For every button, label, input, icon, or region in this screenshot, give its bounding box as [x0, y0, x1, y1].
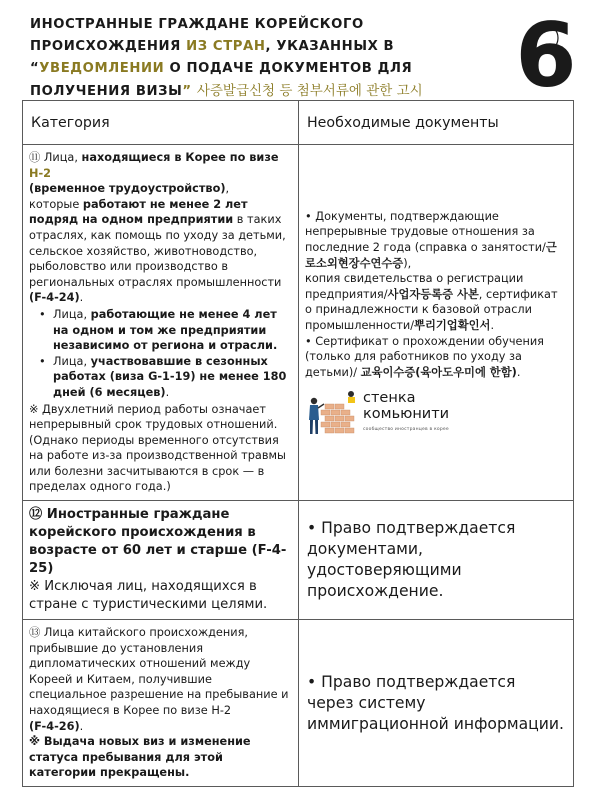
note-text: ※ Выдача новых виз и изменение статуса пребывания для этой категории прекращены. — [29, 735, 251, 780]
logo-tagline: сообщество иностранцев в корее — [363, 426, 449, 432]
list-item — [39, 354, 292, 401]
page-number-badge — [510, 4, 580, 107]
documents-cell — [299, 145, 574, 501]
text: , сертификат о принадлежности к базовой отрасли промышленности/ — [305, 287, 558, 332]
text-bold: находящиеся в Корее по визе — [81, 151, 279, 164]
category-cell — [23, 501, 299, 620]
note-text: ※ Двухлетний период работы означает непрерывный срок трудовых отношений. (Однако периоды временного отсутствия на работе из-за производственной травмы или болезни засчитываются в срок — в пределах одного года.) — [29, 402, 286, 494]
text: , — [225, 182, 230, 196]
text: в таких отраслях, как помощь по уходу за детьми, сельское хозяйство, животноводство, рыболовство или производство в региональных отраслях промышленности — [29, 213, 286, 289]
document-item — [305, 271, 567, 333]
page-header — [30, 14, 500, 103]
text-korean: 교육이수증(육아도우미에 한함) — [360, 365, 517, 379]
stenka-community-logo — [305, 390, 567, 436]
text-korean: 뿌리기업확인서 — [414, 318, 491, 332]
title-part-accent: ИЗ СТРАН — [186, 39, 266, 54]
text: . — [516, 365, 521, 379]
text: копия свидетельства о регистрации предприятия/ — [305, 272, 524, 301]
text-bold: (временное трудоустройство) — [29, 182, 226, 196]
visa-code: Н-2 — [29, 166, 52, 180]
title-part-accent: ” — [182, 84, 197, 99]
column-header-documents: Необходимые документы — [299, 101, 574, 145]
page-number: 6 — [515, 4, 577, 107]
table-header-row — [23, 101, 574, 145]
text: . — [79, 719, 84, 733]
title-part: , УКАЗАННЫХ В “ — [30, 39, 395, 76]
visa-code: (F-4-24) — [29, 291, 80, 305]
documents-table — [22, 100, 574, 787]
column-header-category: Категория — [23, 101, 299, 145]
text: Лица, — [53, 307, 91, 321]
logo-name-line1: стенка — [363, 389, 416, 406]
text: • Сертификат о прохождении обучения (только для работников по уходу за детьми)/ — [305, 334, 544, 379]
text: Лица, — [40, 151, 82, 164]
page-title — [30, 14, 500, 103]
category-content — [23, 501, 298, 619]
brick-wall-builders-icon — [305, 390, 357, 436]
text: . — [165, 385, 170, 399]
table-row — [23, 620, 574, 787]
document-item — [305, 334, 567, 381]
table-row — [23, 145, 574, 501]
text: • Документы, подтверждающие непрерывные трудовые отношения за последние 2 года (справка о занятости/ — [305, 209, 546, 254]
title-part: О ПОДАЧЕ ДОКУМЕНТОВ ДЛЯ ПОЛУЧЕНИЯ ВИЗЫ — [30, 61, 413, 99]
title-part: ИНОСТРАННЫЕ ГРАЖДАНЕ КОРЕЙСКОГО ПРОИСХОЖДЕНИЯ — [30, 17, 364, 54]
text-bold: работающие не менее 4 лет на одном и том же предприятии независимо от региона и отрасли. — [53, 307, 278, 353]
text: . — [79, 291, 84, 305]
text-korean: 근로소외현장수연수증 — [305, 240, 557, 270]
document-item — [305, 209, 567, 271]
text-bold: ⑫ Иностранные граждане корейского происхождения в возрасте от 60 лет и старше — [29, 507, 256, 559]
text: Лица, — [53, 354, 91, 368]
category-content — [23, 620, 298, 786]
title-part-accent: УВЕДОМЛЕНИИ — [39, 61, 165, 76]
text: которые — [29, 197, 83, 211]
documents-content — [299, 209, 573, 437]
text: ), — [403, 256, 412, 270]
documents-cell — [299, 501, 574, 620]
condition-list — [29, 307, 292, 401]
text-korean: 사업자등록증 사본 — [387, 287, 479, 301]
text: ⑬ Лица китайского происхождения, прибывшие до установления дипломатических отношений между Кореей и Китаем, получившие специальное разрешение на пребывание и находящиеся в Корее по визе Н-2 — [29, 626, 289, 718]
documents-cell — [299, 620, 574, 787]
list-item — [39, 307, 292, 354]
category-content — [23, 145, 298, 500]
logo-name-line2: комьюнити — [363, 405, 450, 422]
text-bold: работают не менее 2 лет подряд на одном предприятии — [29, 197, 248, 227]
document-item: • Право подтверждается документами, удостоверяющими происхождение. — [307, 519, 516, 601]
note-text: ※ Исключая лиц, находящихся в стране с туристическими целями. — [29, 579, 268, 613]
table-row — [23, 501, 574, 620]
visa-code: (F-4-26) — [29, 719, 80, 733]
document-item: • Право подтверждается через систему иммиграционной информации. — [307, 672, 565, 733]
category-cell — [23, 145, 299, 501]
title-korean: 사증발급신청 등 첨부서류에 관한 고시 — [196, 83, 423, 99]
text: . — [490, 318, 495, 332]
category-cell — [23, 620, 299, 787]
text-bold: участвовавшие в сезонных работах (виза G-1-19) не менее 180 дней (6 месяцев) — [53, 354, 287, 399]
item-number: ⑪ — [29, 151, 41, 164]
visa-code: (F-4-25) — [29, 543, 287, 577]
logo-text — [363, 390, 449, 438]
